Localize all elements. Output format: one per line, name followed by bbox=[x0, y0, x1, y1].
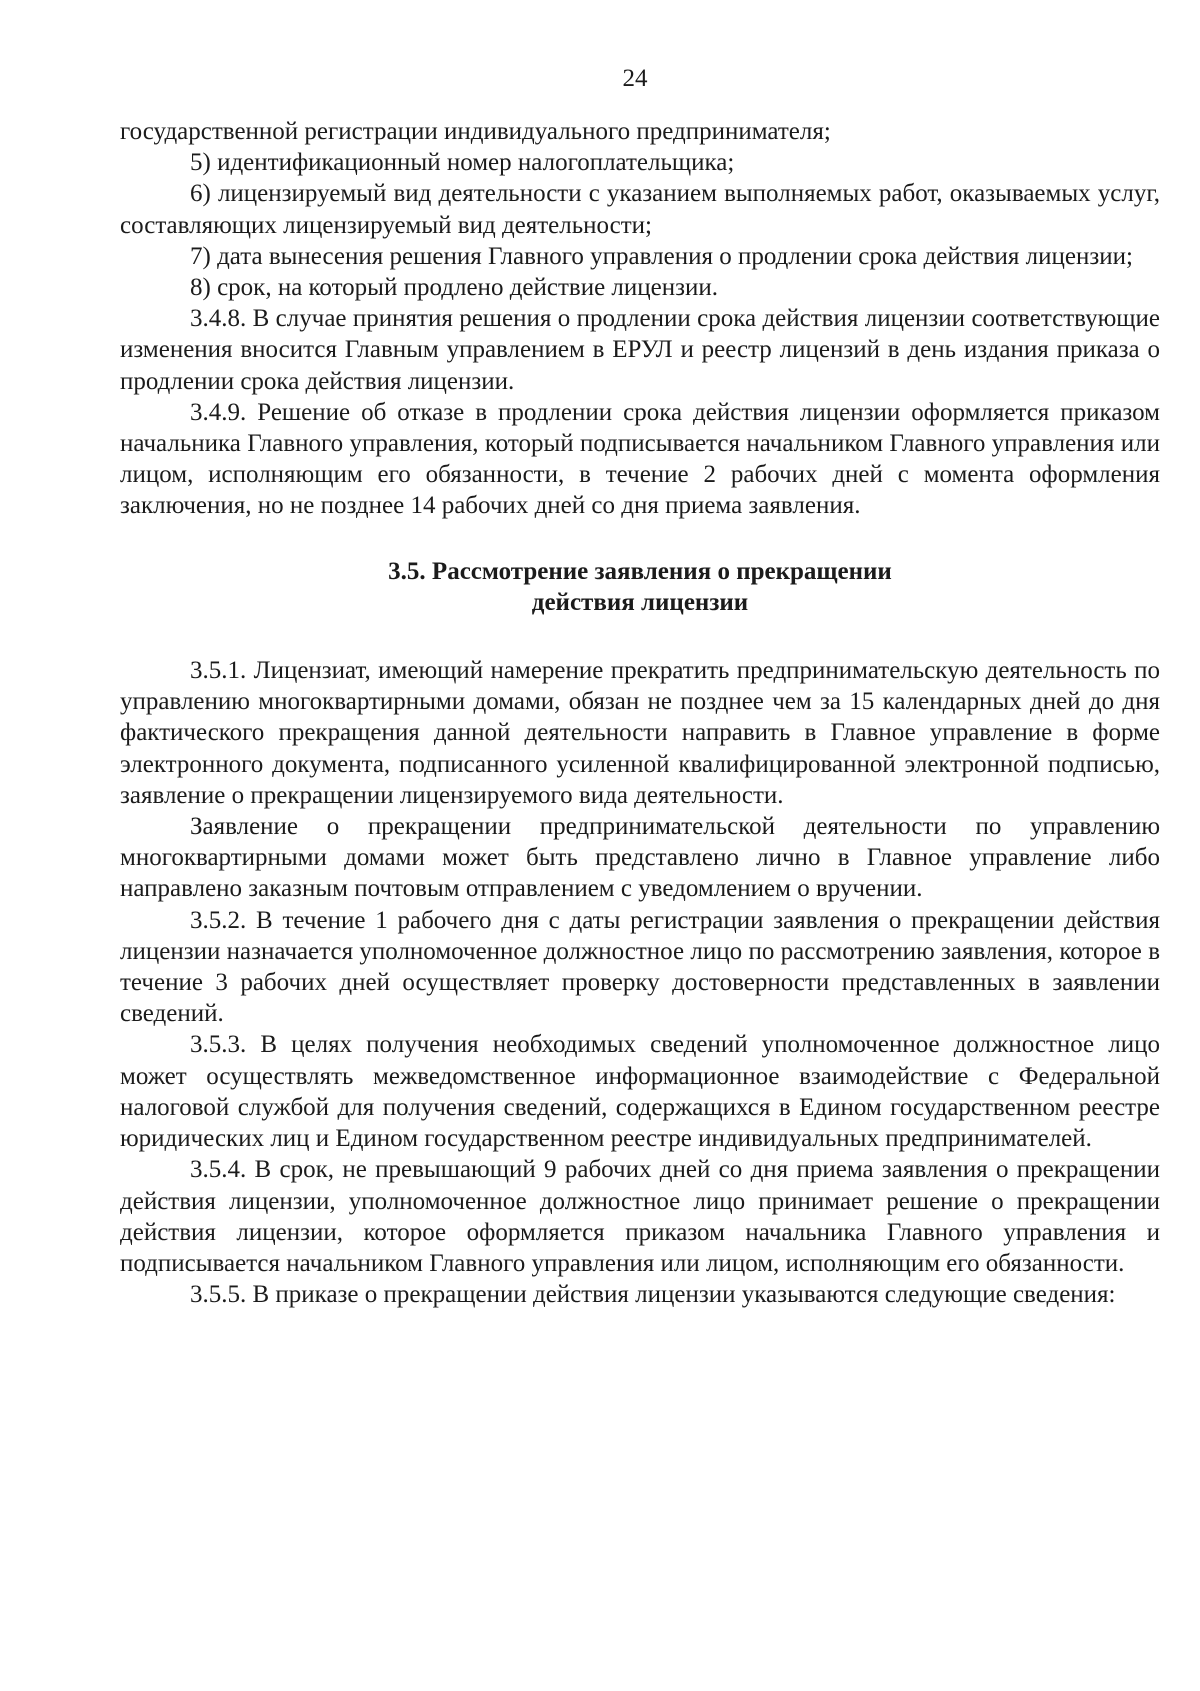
paragraph: 3.5.5. В приказе о прекращении действия лицензии указываются следующие сведения: bbox=[190, 1281, 1116, 1309]
paragraph: 6) лицензируемый вид деятельности с указанием выполняемых работ, оказываемых услуг, составляющих лицензируемый вид деятельности; bbox=[120, 180, 1160, 239]
document-body bbox=[120, 116, 1160, 1310]
paragraph: государственной регистрации индивидуального предпринимателя; bbox=[120, 118, 831, 145]
section-heading-line: 3.5. Рассмотрение заявления о прекращении bbox=[388, 557, 892, 585]
section-heading bbox=[120, 556, 1160, 618]
paragraph: Заявление о прекращении предпринимательской деятельности по управлению многоквартирными домами может быть представлено лично в Главное управление либо направлено заказным почтовым отправлением с уведомлением о вручении. bbox=[120, 813, 1160, 903]
paragraph: 7) дата вынесения решения Главного управления о продлении срока действия лицензии; bbox=[190, 242, 1133, 270]
paragraph: 3.5.1. Лицензиат, имеющий намерение прекратить предпринимательскую деятельность по управлению многоквартирными домами, обязан не позднее чем за 15 календарных дней до дня фактического прекращения данной деятельности направить в Главное управление в форме электронного документа, подписанного усиленной квалифицированной электронной подписью, заявление о прекращении лицензируемого вида деятельности. bbox=[120, 657, 1160, 809]
section-heading-line: действия лицензии bbox=[531, 588, 749, 616]
paragraph: 5) идентификационный номер налогоплательщика; bbox=[190, 149, 735, 177]
paragraph: 3.5.3. В целях получения необходимых сведений уполномоченное должностное лицо может осуществлять межведомственное информационное взаимодействие с Федеральной налоговой службой для получения сведений, содержащихся в Едином государственном реестре юридических лиц и Едином государственном реестре индивидуальных предпринимателей. bbox=[120, 1031, 1160, 1153]
paragraph: 3.4.8. В случае принятия решения о продлении срока действия лицензии соответствующие изменения вносится Главным управлением в ЕРУЛ и реестр лицензий в день издания приказа о продлении срока действия лицензии. bbox=[120, 305, 1160, 395]
paragraph: 3.4.9. Решение об отказе в продлении срока действия лицензии оформляется приказом начальника Главного управления, который подписывается начальником Главного управления или лицом, исполняющим его обязанности, в течение 2 рабочих дней с момента оформления заключения, но не позднее 14 рабочих дней со дня приема заявления. bbox=[120, 398, 1160, 520]
paragraph: 8) срок, на который продлено действие лицензии. bbox=[190, 274, 719, 302]
paragraph: 3.5.2. В течение 1 рабочего дня с даты регистрации заявления о прекращении действия лицензии назначается уполномоченное должностное лицо по рассмотрению заявления, которое в течение 3 рабочих дней осуществляет проверку достоверности представленных в заявлении сведений. bbox=[120, 906, 1160, 1028]
paragraph: 3.5.4. В срок, не превышающий 9 рабочих дней со дня приема заявления о прекращении действия лицензии, уполномоченное должностное лицо принимает решение о прекращении действия лицензии, которое оформляется приказом начальника Главного управления и подписывается начальником Главного управления или лицом, исполняющим его обязанности. bbox=[120, 1156, 1160, 1277]
page-number: 24 bbox=[622, 65, 648, 92]
